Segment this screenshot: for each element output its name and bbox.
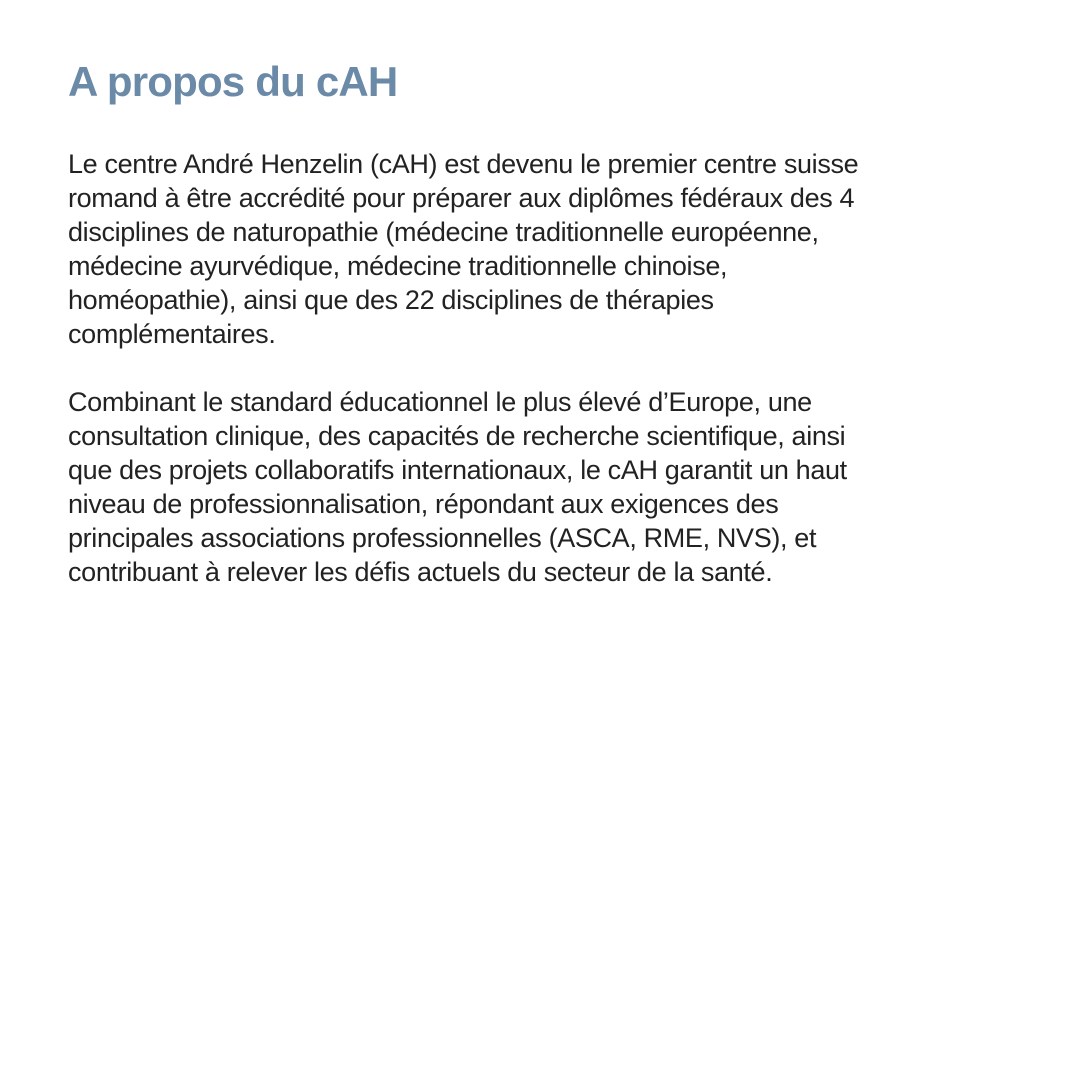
paragraph-line: médecine ayurvédique, médecine traditionnelle chinoise, <box>68 251 728 281</box>
paragraph-line: que des projets collaboratifs internationaux, le cAH garantit un haut <box>68 455 847 485</box>
paragraph-accreditation <box>68 147 1018 351</box>
paragraph-line: contribuant à relever les défis actuels du secteur de la santé. <box>68 557 773 587</box>
paragraph-line: niveau de professionnalisation, répondant aux exigences des <box>68 489 779 519</box>
paragraph-line: romand à être accrédité pour préparer aux diplômes fédéraux des 4 <box>68 183 855 213</box>
paragraph-line: Combinant le standard éducationnel le plus élevé d’Europe, une <box>68 387 812 417</box>
paragraph-line: consultation clinique, des capacités de recherche scientifique, ainsi <box>68 421 846 451</box>
paragraph-line: principales associations professionnelles (ASCA, RME, NVS), et <box>68 523 817 553</box>
paragraph-line: Le centre André Henzelin (cAH) est devenu le premier centre suisse <box>68 149 859 179</box>
paragraph-line: homéopathie), ainsi que des 22 disciplines de thérapies <box>68 285 714 315</box>
about-section <box>68 56 1018 589</box>
paragraph-line: disciplines de naturopathie (médecine traditionnelle européenne, <box>68 217 819 247</box>
paragraph-professionalisation <box>68 385 1018 589</box>
page-title: A propos du cAH <box>68 58 398 105</box>
paragraph-line: complémentaires. <box>68 319 276 349</box>
